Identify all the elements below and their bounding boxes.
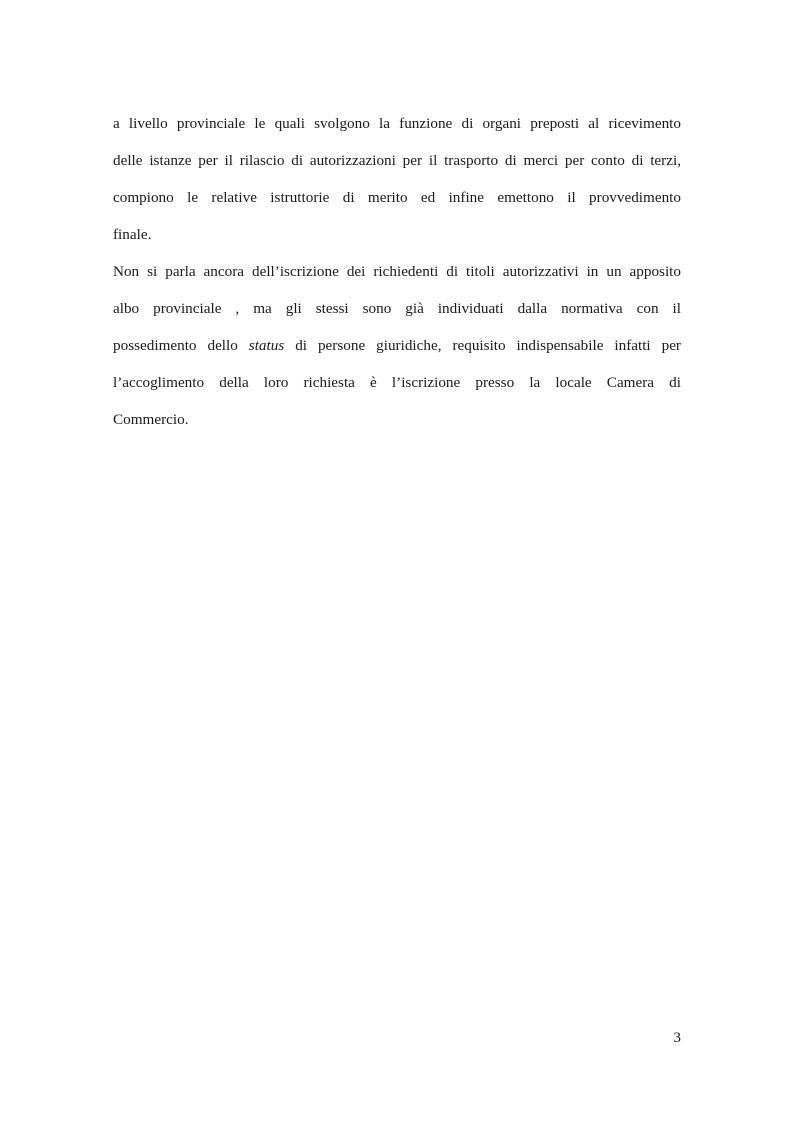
line-text-after: di persone giuridiche, requisito indispensabile infatti per xyxy=(284,337,681,354)
paragraph-2-line-4: l’accoglimento della loro richiesta è l’iscrizione presso la locale Camera di xyxy=(113,374,681,391)
paragraph-1-line-2: delle istanze per il rilascio di autorizzazioni per il trasporto di merci per conto di terzi, xyxy=(113,152,681,169)
paragraph-2-line-3 xyxy=(113,333,681,370)
paragraph-1-line-3: compiono le relative istruttorie di merito ed infine emettono il provvedimento xyxy=(113,189,681,206)
paragraph-1-line-1: a livello provinciale le quali svolgono la funzione di organi preposti al ricevimento xyxy=(113,115,681,132)
paragraph-2-line-5: Commercio. xyxy=(113,411,189,428)
paragraph-2-line-1: Non si parla ancora dell’iscrizione dei richiedenti di titoli autorizzativi in un apposito xyxy=(113,263,681,280)
status-emphasis: status xyxy=(248,337,285,354)
document-body xyxy=(113,111,681,444)
page-number: 3 xyxy=(673,1029,681,1046)
line-text-before: possedimento dello xyxy=(113,337,249,354)
paragraph-1-line-4: finale. xyxy=(113,226,152,243)
paragraph-2-line-2: albo provinciale , ma gli stessi sono già individuati dalla normativa con il xyxy=(113,300,681,317)
